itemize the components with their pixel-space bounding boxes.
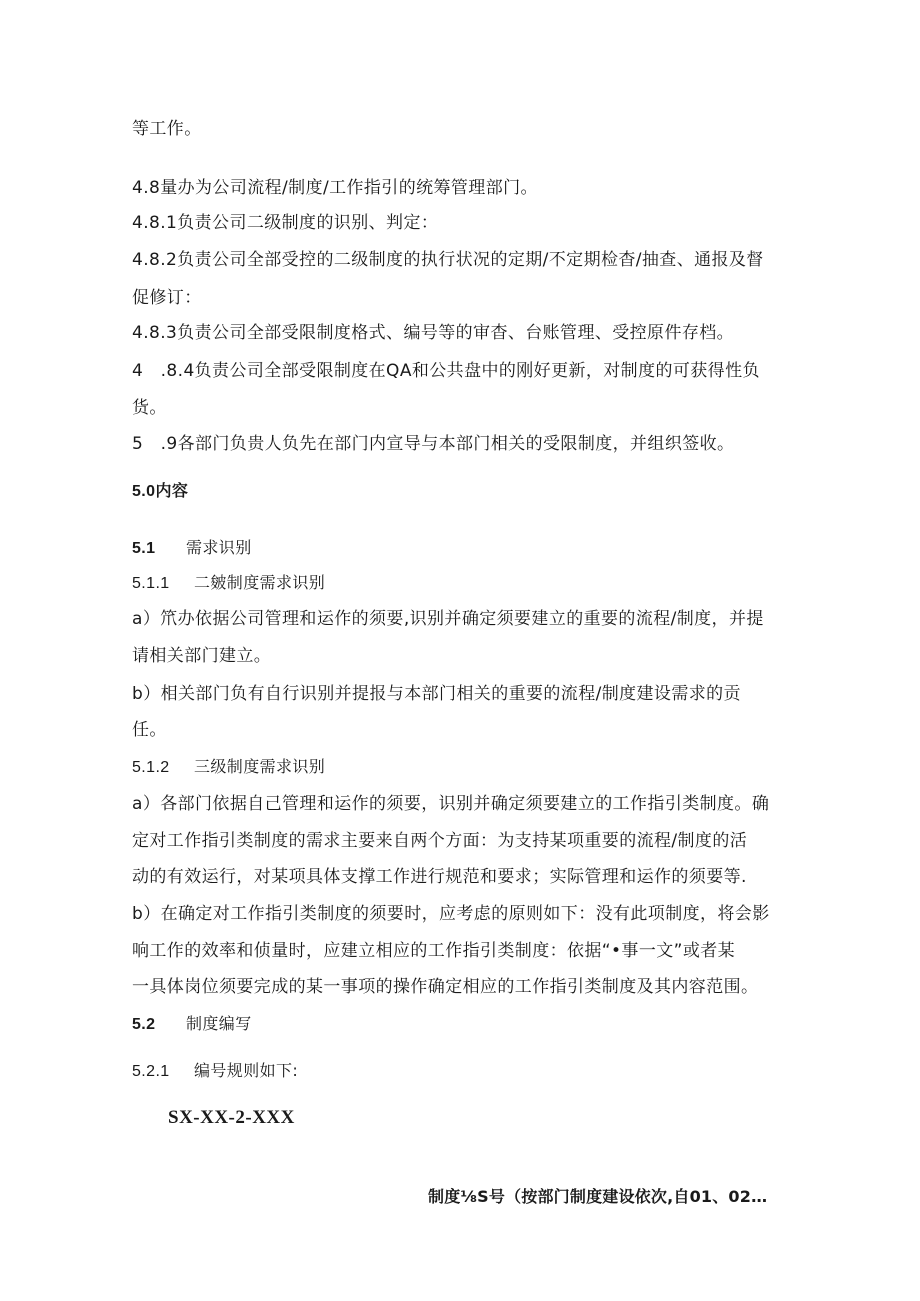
text-line: 动的有效运行，对某项具体支撑工作进行规范和要求；实际管理和运作的须要等. [132,867,747,887]
section-heading-5-1-2 [132,756,325,779]
section-title: 二皴制度需求识别 [194,573,326,592]
section-number: 5.1.1 [132,575,170,592]
section-title: 制度编写 [186,1014,252,1033]
section-heading-5-1 [132,537,252,560]
text-line: a）各部门依据自己管理和运作的须要，识别并确定须要建立的工作指引类制度。确 [132,794,770,814]
section-number: 5.2 [132,1016,156,1033]
text-line: 促修订： [132,288,202,308]
section-heading-5-1-1 [132,572,325,595]
section-number: 5.1 [132,540,156,557]
text-line: 4.8.1负责公司二级制度的识别、判定： [132,213,439,233]
section-title: 需求识别 [186,538,252,557]
text-line: 4.8量办为公司流程/制度/工作指引的统筹管理部门。 [132,178,538,198]
text-line: 4.8.3负责公司全部受限制度格式、编号等的审杳、台账管理、受控原件存档。 [132,323,735,343]
text-line: 货。 [132,398,167,418]
code-annotation: 制度⅛S号（按部门制度建设依次,自01、02… [428,1187,768,1206]
text-line: 4 .8.4负责公司全部受限制度在QA和公共盘中的刚好更新，对制度的可获得性负 [132,361,760,381]
text-line: 响工作的效率和侦量时，应建立相应的工作指引类制度：依据“•事一文”或者某 [132,941,736,961]
text-line: 等工作。 [132,119,202,139]
text-line: 4.8.2负责公司全部受控的二级制度的执行状况的定期/不定期检杳/抽查、通报及督 [132,250,764,270]
text-line: 定对工作指引类制度的需求主要来自两个方面：为支持某项重要的流程/制度的活 [132,831,748,851]
text-line: a）笊办依据公司管理和运作的须要,识别并确定须要建立的重要的流程/制度，并提 [132,609,764,629]
code-format: SX-XX-2-XXX [168,1107,295,1128]
section-heading-5-0: 5.0内容 [132,483,189,500]
section-number: 5.2.1 [132,1063,170,1080]
section-heading-5-2 [132,1013,252,1036]
section-number: 5.1.2 [132,759,170,776]
text-line: 任。 [132,720,167,740]
text-line: 一具体岗位须要完成的某一事项的操作确定相应的工作指引类制度及其内容范围。 [132,977,759,997]
section-title: 三级制度需求识别 [194,757,326,776]
text-line: b）在确定对工作指引类制度的须要时，应考虑的原则如下：没有此项制度，将会影 [132,904,770,924]
text-line: 5 .9各部门负贵人负先在部门内宣导与本部门相关的受限制度，并组织签收。 [132,434,735,454]
section-title: 编号规则如下: [194,1061,299,1080]
text-line: 请相关部门建立。 [132,646,272,666]
text-line: b）相关部门负有自行识别并提报与本部门相关的重要的流程/制度建设需求的贡 [132,684,741,704]
section-heading-5-2-1 [132,1060,298,1083]
